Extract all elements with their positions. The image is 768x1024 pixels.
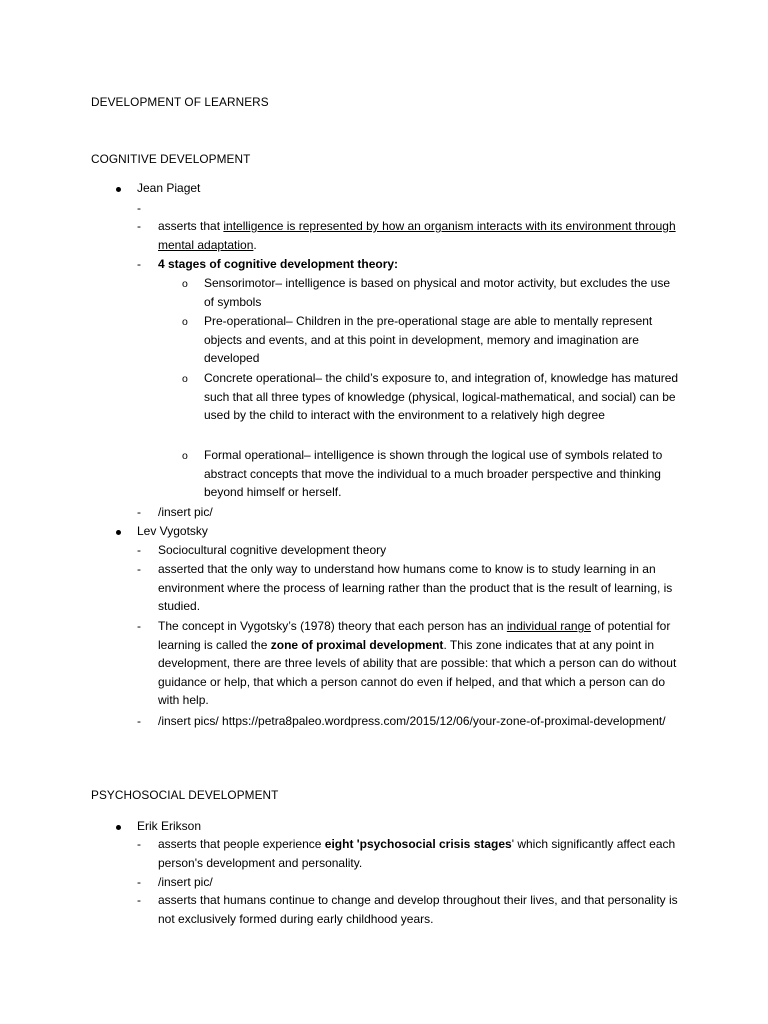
dash-marker: - — [137, 875, 141, 889]
vygotsky-asserted: asserted that the only way to understand how humans come to know is to study learning in an environment where the process of learning rather than the product that is the result of learning, is studied. — [158, 562, 673, 614]
vygotsky-insert-pics: /insert pics/ https://petra8paleo.wordpress.com/2015/12/06/your-zone-of-proximal-development/ — [158, 714, 666, 728]
erikson-insert-pic: /insert pic/ — [158, 875, 213, 889]
piaget-assertion — [158, 217, 678, 254]
stage-preoperational: Pre-operational– Children in the pre-operational stage are able to mentally represent objects and events, and at this point in development, memory and imagination are developed — [204, 314, 653, 366]
dash-marker: - — [137, 505, 141, 519]
piaget-assertion-underlined: intelligence is represented by how an organism interacts with its environment through mental adaptation — [158, 219, 676, 252]
concept-part-c: . This zone indicates that at any point in development, there are three levels of ability that are possible: that which a person can do without guidance or help, that which a person cannot do even if helped, and that which a person can do with help. — [158, 637, 677, 708]
stage-sensorimotor: Sensorimotor– intelligence is based on physical and motor activity, but excludes the use of symbols — [204, 276, 671, 309]
erikson-assert-b: ' which significantly affect each person's development and personality. — [158, 837, 676, 870]
bullet-dot — [116, 187, 121, 192]
bullet-dot — [116, 825, 121, 830]
piaget-insert-pic: /insert pic/ — [158, 505, 213, 519]
psychosocial-heading: PSYCHOSOCIAL DEVELOPMENT — [91, 788, 279, 802]
stages-title-text: 4 stages of cognitive development theory: — [158, 257, 399, 271]
concept-part-b: of potential for learning is called the — [158, 619, 671, 652]
erikson-name: Erik Erikson — [137, 819, 202, 833]
circle-marker: o — [182, 450, 188, 462]
dash-marker: - — [137, 543, 141, 557]
vygotsky-concept — [158, 617, 678, 710]
stage-formal-operational: Formal operational– intelligence is shown through the logical use of symbols related to abstract concepts that move the individual to a much broader perspective and thinking beyond himself or herself. — [204, 448, 663, 500]
cognitive-heading: COGNITIVE DEVELOPMENT — [91, 152, 251, 166]
dash-marker: - — [137, 714, 141, 728]
vygotsky-theory: Sociocultural cognitive development theory — [158, 543, 387, 557]
dash-marker: - — [137, 257, 141, 271]
circle-marker: o — [182, 316, 188, 328]
circle-marker: o — [182, 373, 188, 385]
erikson-assertion — [158, 835, 678, 872]
concept-bold: zone of proximal development — [270, 637, 444, 652]
concept-underlined: individual range — [506, 619, 591, 633]
circle-marker: o — [182, 278, 188, 290]
stage-concrete-operational: Concrete operational– the child’s exposure to, and integration of, knowledge has matured such that all three types of knowledge (physical, logical-mathematical, and social) can be used by the child to interact with the environment to a relatively high degree — [204, 371, 679, 423]
dash-marker: - — [137, 837, 141, 851]
erikson-assert-a: asserts that people experience — [158, 837, 325, 851]
piaget-assertion-suffix: . — [253, 237, 257, 252]
piaget-name: Jean Piaget — [137, 181, 201, 195]
document-title: DEVELOPMENT OF LEARNERS — [91, 95, 269, 109]
dash-marker: - — [137, 219, 141, 233]
bullet-dot — [116, 530, 121, 535]
dash-marker: - — [137, 893, 141, 907]
stages-title — [158, 255, 678, 274]
erikson-assert-bold: eight 'psychosocial crisis stages — [324, 837, 512, 851]
dash-marker: - — [137, 201, 141, 215]
piaget-assertion-prefix: asserts that — [158, 219, 224, 233]
vygotsky-name: Lev Vygotsky — [137, 524, 208, 538]
dash-marker: - — [137, 619, 141, 633]
dash-marker: - — [137, 562, 141, 576]
concept-part-a: The concept in Vygotsky’s (1978) theory that each person has an — [158, 619, 507, 633]
erikson-continue: asserts that humans continue to change and develop throughout their lives, and that personality is not exclusively formed during early childhood years. — [158, 893, 678, 926]
